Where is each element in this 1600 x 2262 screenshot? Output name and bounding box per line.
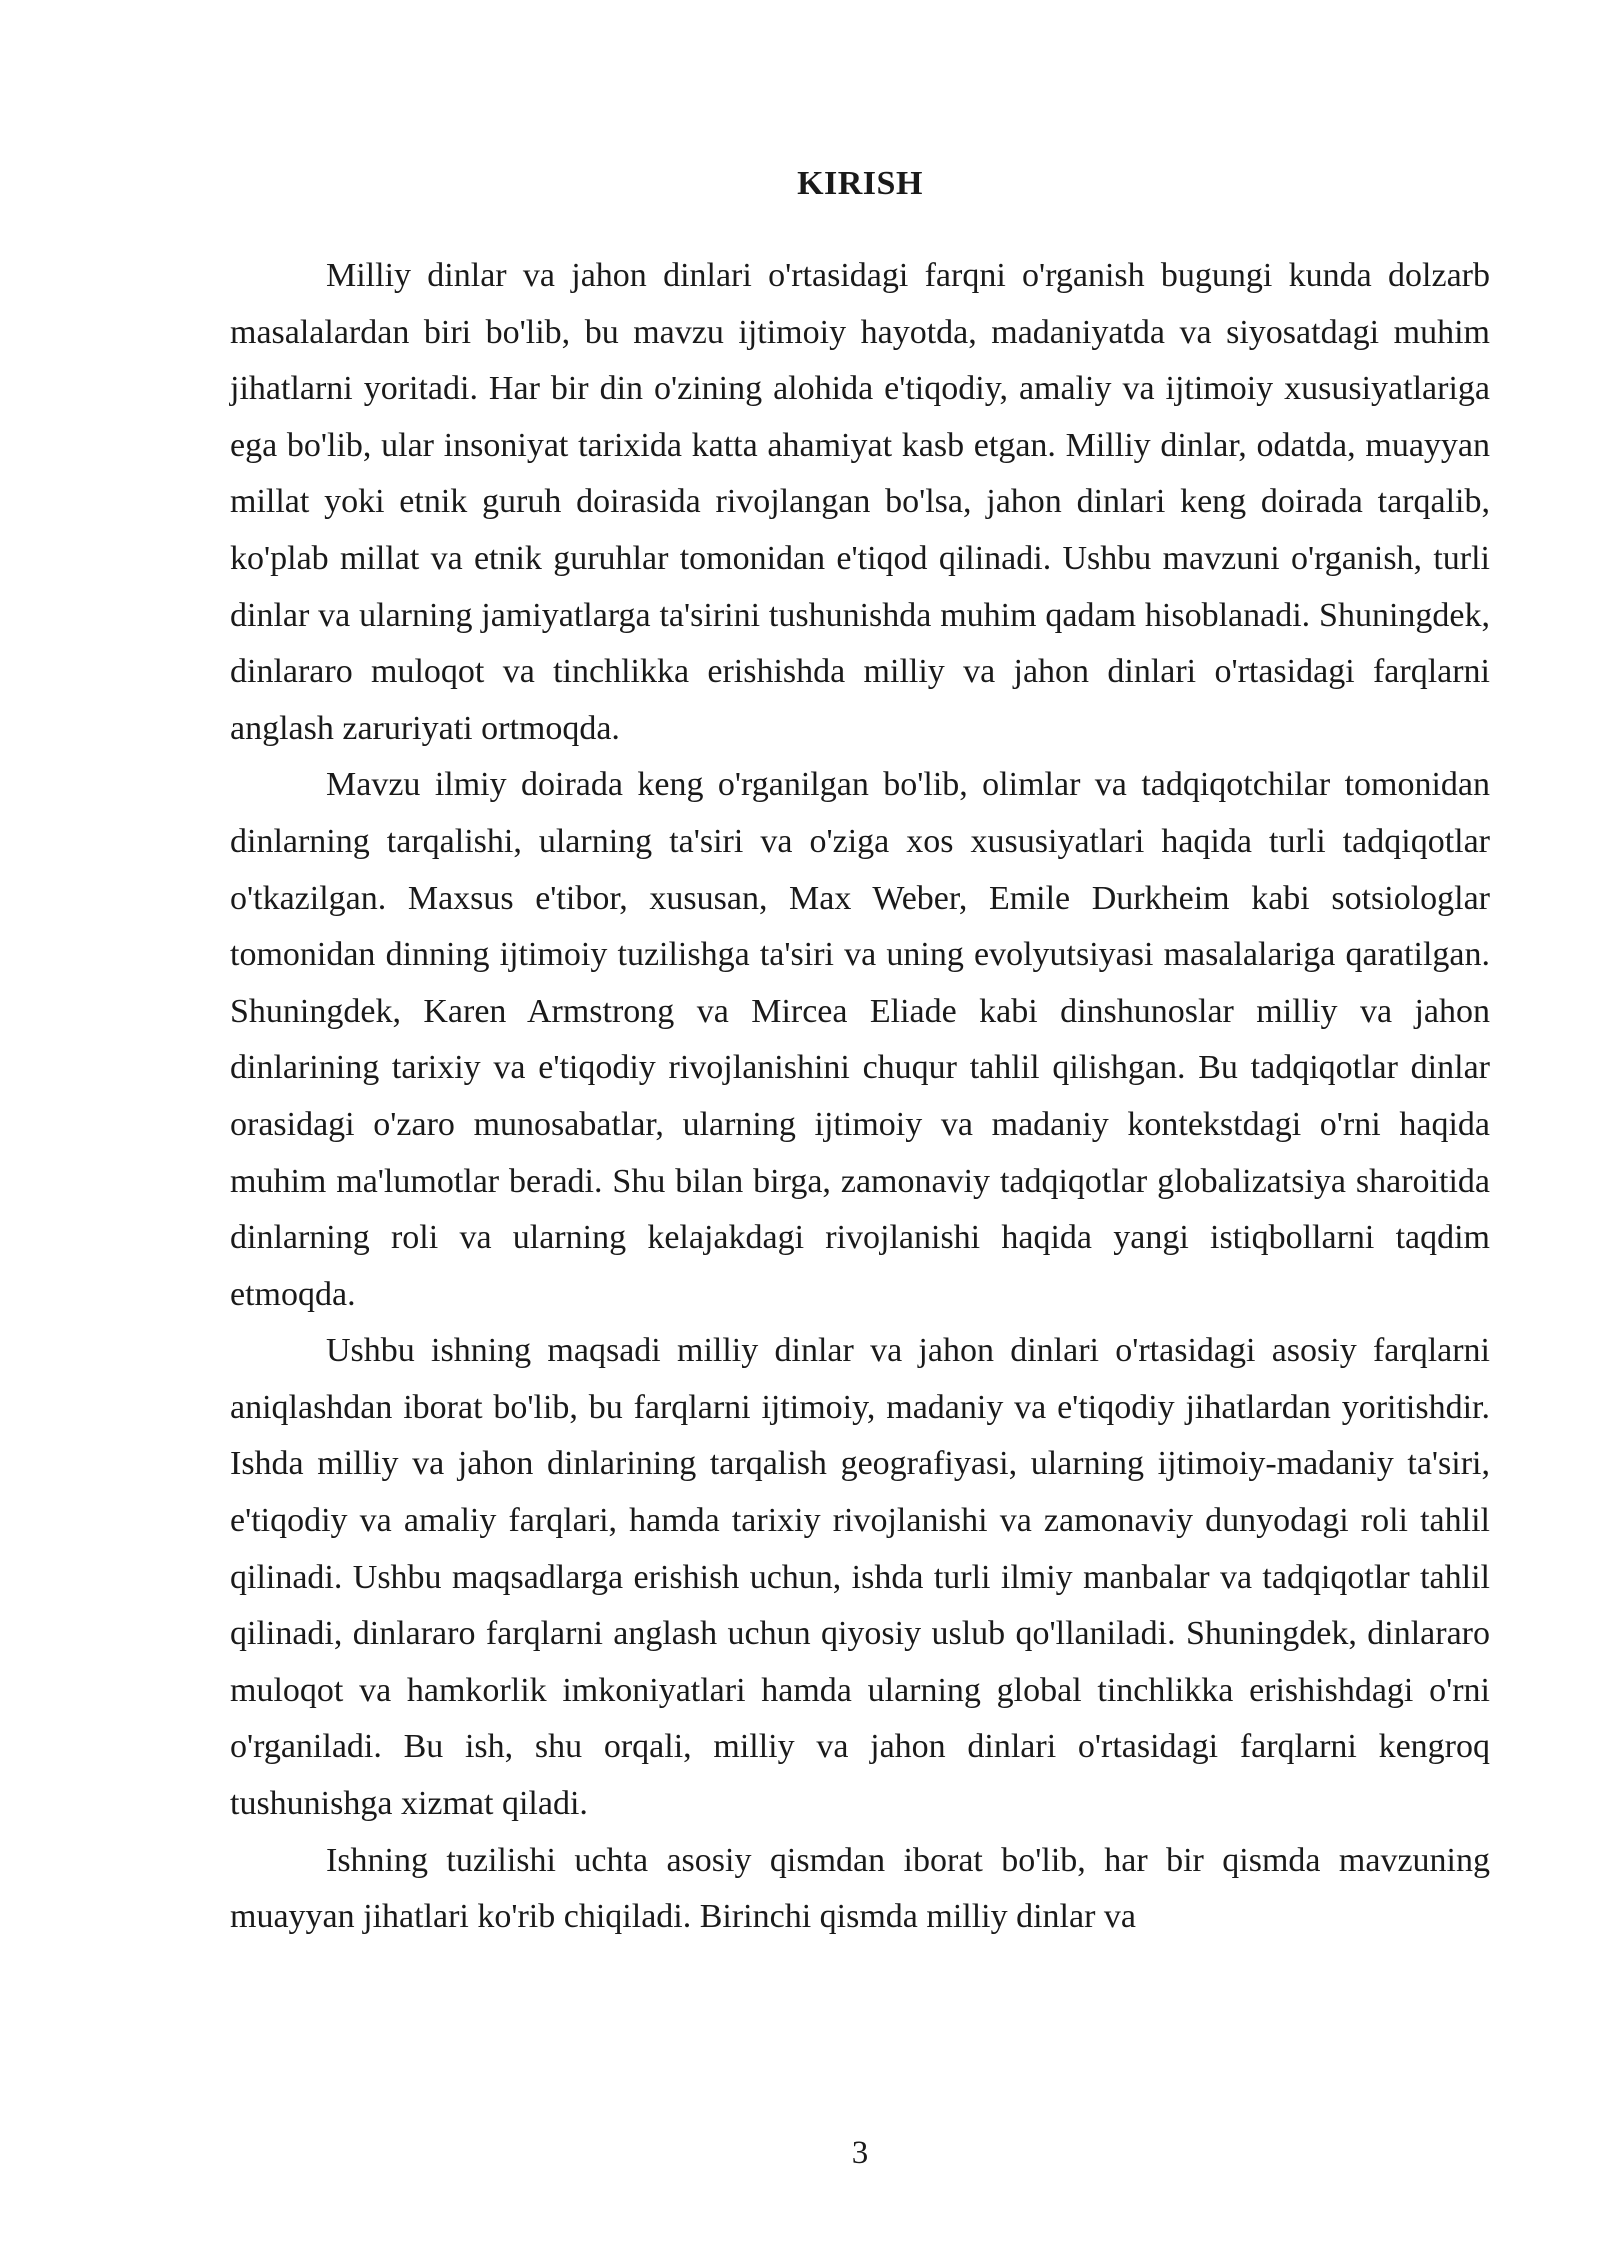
paragraph-2: Mavzu ilmiy doirada keng o'rganilgan bo'lib, olimlar va tadqiqotchilar tomonidan dinlarning tarqalishi, ularning ta'siri va o'ziga xos xususiyatlari haqida turli tadqiqotlar o'tkazilgan. Maxsus e'tibor, xususan, Max Weber, Emile Durkheim kabi sotsiologlar tomonidan dinning ijtimoiy tuzilishga ta'siri va uning evolyutsiyasi masalalariga qaratilgan. Shuningdek, Karen Armstrong va Mircea Eliade kabi dinshunoslar milliy va jahon dinlarining tarixiy va e'tiqodiy rivojlanishini chuqur tahlil qilishgan. Bu tadqiqotlar dinlar orasidagi o'zaro munosabatlar, ularning ijtimoiy va madaniy kontekstdagi o'rni haqida muhim ma'lumotlar beradi. Shu bilan birga, zamonaviy tadqiqotlar globalizatsiya sharoitida dinlarning roli va ularning kelajakdagi rivojlanishi haqida yangi istiqbollarni taqdim etmoqda. bbox=[230, 766, 1490, 1313]
page-title: KIRISH bbox=[797, 165, 923, 202]
page-number: 3 bbox=[851, 2135, 869, 2171]
body-text bbox=[230, 248, 1490, 1946]
paragraph-4: Ishning tuzilishi uchta asosiy qismdan iborat bo'lib, har bir qismda mavzuning muayyan jihatlari ko'rib chiqiladi. Birinchi qismda milliy dinlar va bbox=[230, 1841, 1490, 1936]
paragraph-3: Ushbu ishning maqsadi milliy dinlar va jahon dinlari o'rtasidagi asosiy farqlarni aniqlashdan iborat bo'lib, bu farqlarni ijtimoiy, madaniy va e'tiqodiy jihatlardan yoritishdir. Ishda milliy va jahon dinlarining tarqalish geografiyasi, ularning ijtimoiy-madaniy ta'siri, e'tiqodiy va amaliy farqlari, hamda tarixiy rivojlanishi va zamonaviy dunyodagi roli tahlil qilinadi. Ushbu maqsadlarga erishish uchun, ishda turli ilmiy manbalar va tadqiqotlar tahlil qilinadi, dinlararo farqlarni anglash uchun qiyosiy uslub qo'llaniladi. Shuningdek, dinlararo muloqot va hamkorlik imkoniyatlari hamda ularning global tinchlikka erishishdagi o'rni o'rganiladi. Bu ish, shu orqali, milliy va jahon dinlari o'rtasidagi farqlarni kengroq tushunishga xizmat qiladi. bbox=[230, 1332, 1490, 1823]
paragraph-1: Milliy dinlar va jahon dinlari o'rtasidagi farqni o'rganish bugungi kunda dolzarb masalalardan biri bo'lib, bu mavzu ijtimoiy hayotda, madaniyatda va siyosatdagi muhim jihatlarni yoritadi. Har bir din o'zining alohida e'tiqodiy, amaliy va ijtimoiy xususiyatlariga ega bo'lib, ular insoniyat tarixida katta ahamiyat kasb etgan. Milliy dinlar, odatda, muayyan millat yoki etnik guruh doirasida rivojlangan bo'lsa, jahon dinlari keng doirada tarqalib, ko'plab millat va etnik guruhlar tomonidan e'tiqod qilinadi. Ushbu mavzuni o'rganish, turli dinlar va ularning jamiyatlarga ta'sirini tushunishda muhim qadam hisoblanadi. Shuningdek, dinlararo muloqot va tinchlikka erishishda milliy va jahon dinlari o'rtasidagi farqlarni anglash zaruriyati ortmoqda. bbox=[230, 257, 1490, 747]
